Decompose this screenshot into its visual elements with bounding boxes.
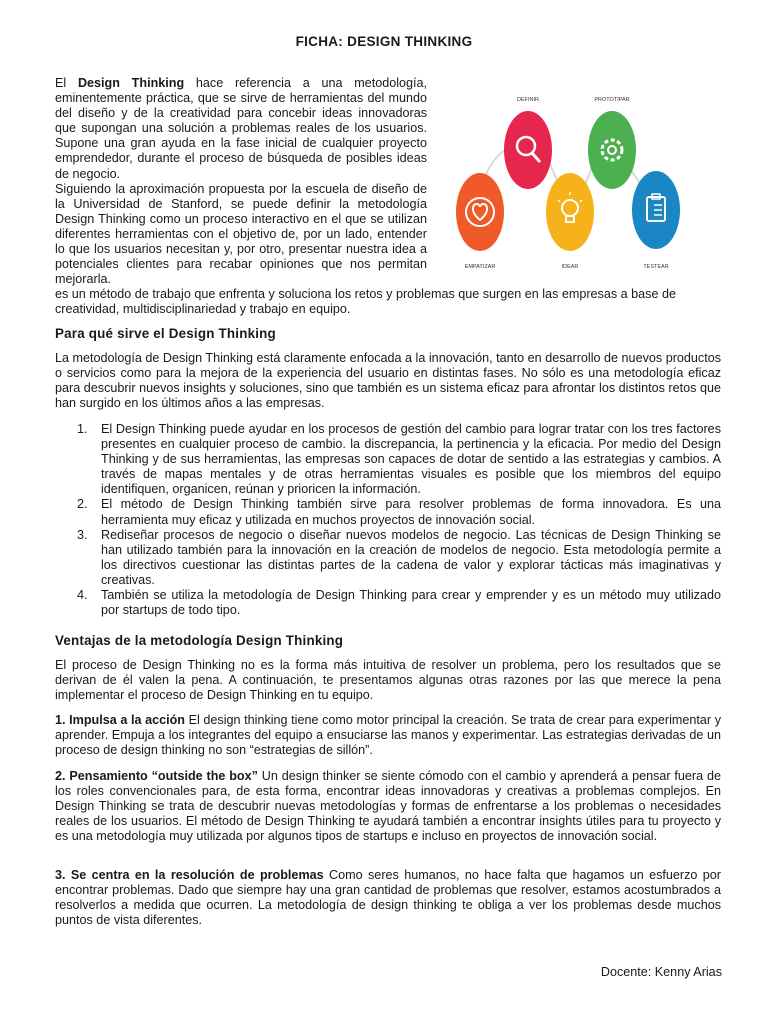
section2-heading: Ventajas de la metodología Design Thinking	[55, 633, 344, 648]
intro-p1-bold: Design Thinking	[77, 76, 185, 90]
section1-list	[55, 422, 721, 618]
footer-docente: Docente: Kenny Arias	[600, 965, 722, 979]
intro-p1-pre: El	[55, 76, 78, 90]
list-item: 3. Rediseñar procesos de negocio o diseñar nuevos modelos de negocio. Las técnicas de Design Thinking se han utilizado también para la innovación en la creación de modelos de negocio. Esta metodología permite a los directivos cuestionar las distintas partes de la cadena de valor y explorar tácticas más imaginativas y creativas.	[77, 527, 721, 587]
intro-paragraph-2: Siguiendo la aproximación propuesta por la escuela de diseño de la Universidad de Stanford, se puede definir la metodología Design Thinking como un proceso interactivo en el que se utilizan diferentes herramientas con el objetivo de, por un lado, entender lo que los usuarios necesitan y, por otro, presentar nuestra idea a potenciales clientes para recabar opiniones que nos permitan mejorarla.	[55, 181, 427, 287]
advantage-1: 1. Impulsa a la acción El design thinking tiene como motor principal la creación. Se trata de crear para experimentar y aprender. Empuja a los integrantes del equipo a ensuciarse las manos y experimentar. Las estrategias derivadas de un proceso de design thinking no son “estrategias de sillón”.	[55, 713, 721, 758]
intro-paragraph-1	[55, 76, 427, 182]
label-definir: DEFINIR	[517, 97, 539, 103]
advantage-2: 2. Pensamiento “outside the box” Un design thinker se siente cómodo con el cambio y aprenderá a pensar fuera de los roles convencionales para, de esta forma, encontrar ideas innovadoras y creativas a problemas complejos. En Design Thinking se trata de descubrir nuevas metodologías y formas de enfrentarse a los problemas o necesidades reales de los usuarios. El método de Design Thinking te ayudará también a encontrar insights útiles para tu proyecto y es una metodología muy utilizada por algunos tipos de startups e incluso en proyectos de innovación social.	[55, 769, 721, 844]
list-item: 1. El Design Thinking puede ayudar en los procesos de gestión del cambio para lograr tratar con los tres factores presentes en cualquier proceso de cambio. la discrepancia, la pertinencia y la eficacia. Por medio del Design Thinking y de sus herramientas, las empresas son capaces de dotar de sentido a las estrategias y cambios. A través de mapas mentales y de otras herramientas visuales es posible que los miembros del equipo identifiquen, organicen, reúnan y prioricen la información.	[77, 422, 721, 497]
label-prototipar: PROTOTIPAR	[594, 97, 630, 103]
design-thinking-diagram-svg	[440, 80, 702, 276]
design-thinking-diagram	[440, 80, 702, 276]
intro-continuation: es un método de trabajo que enfrenta y soluciona los retos y problemas que surgen en las empresas a base de creatividad, multidisciplinariedad y trabajo en equipo.	[55, 287, 676, 317]
section1-intro: La metodología de Design Thinking está claramente enfocada a la innovación, tanto en desarrollo de nuevos productos o servicios como para la mejora de la experiencia del usuario en distintas fases. No sólo es una metodología eficaz para descubrir nuevos insights y soluciones, sino que también es un sistema eficaz para afrontar los distintos retos que han surgido en los últimos años a las empresas.	[55, 351, 721, 411]
section1-heading: Para qué sirve el Design Thinking	[55, 326, 276, 341]
label-testear: TESTEAR	[643, 264, 669, 270]
intro-text	[55, 76, 427, 287]
list-item: 2. El método de Design Thinking también sirve para resolver problemas de forma innovadora. Es una herramienta muy eficaz y utilizada en muchos proyectos de innovación social.	[77, 497, 721, 527]
label-empatizar: EMPATIZAR	[464, 264, 496, 270]
idear-shape	[546, 173, 594, 251]
empatizar-shape	[456, 173, 504, 251]
section2-intro: El proceso de Design Thinking no es la forma más intuitiva de resolver un problema, pero los resultados que se derivan de él valen la pena. A continuación, te presentamos algunas otras razones por las que merece la pena implementar el proceso de Design Thinking en tu equipo.	[55, 658, 721, 703]
prototipar-shape	[588, 111, 636, 189]
label-idear: IDEAR	[561, 264, 579, 270]
advantage-3: 3. Se centra en la resolución de problemas Como seres humanos, no hace falta que hagamos un esfuerzo por encontrar problemas. Dado que siempre hay una gran cantidad de problemas que resolver, estamos acostumbrados a resolverlos a medida que ocurren. La metodología de design thinking te obliga a ver los problemas desde muchos puntos de vista diferentes.	[55, 868, 722, 928]
intro-p1-rest: hace referencia a una metodología, eminentemente práctica, que se sirve de herramientas del mundo del diseño y de la creatividad para concebir ideas innovadoras que supongan una solución a problemas reales de los usuarios. Supone una gran ayuda en la fase inicial de cualquier proyecto emprendedor, durante el proceso de búsqueda de posibles ideas de negocio.	[55, 76, 428, 181]
list-item: 4. También se utiliza la metodología de Design Thinking para crear y emprender y es un método muy utilizado por startups de todo tipo.	[77, 588, 721, 618]
page-title: FICHA: DESIGN THINKING	[295, 34, 473, 49]
definir-shape	[504, 111, 552, 189]
